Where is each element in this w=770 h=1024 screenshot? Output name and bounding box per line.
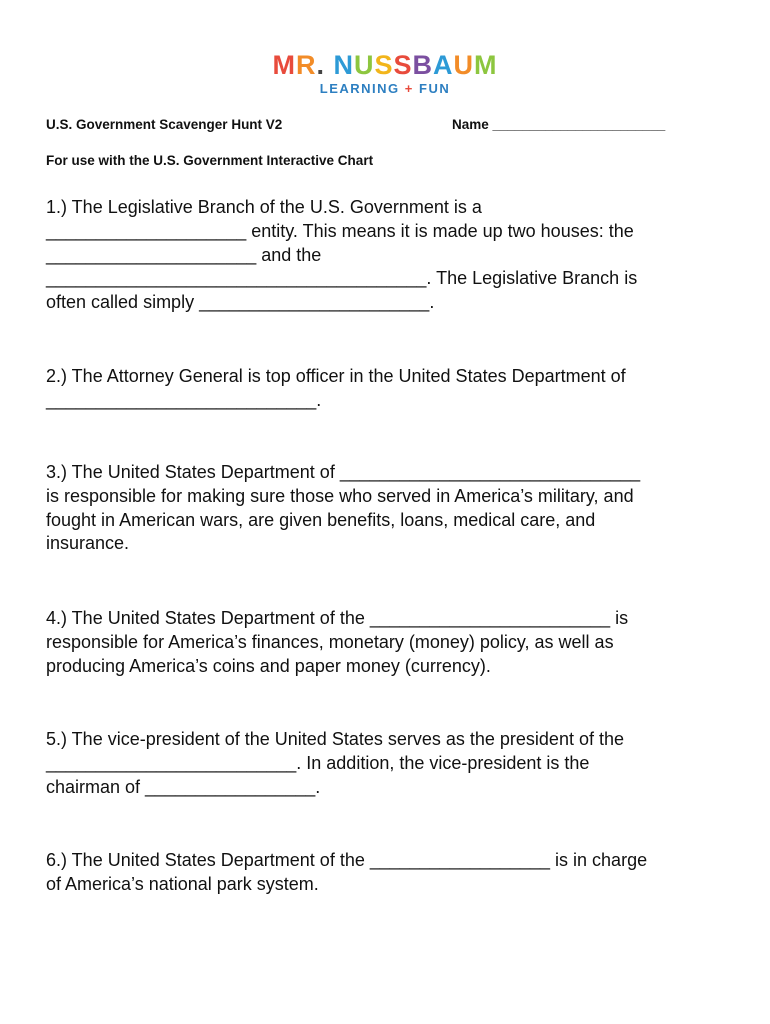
logo-letter: M (474, 50, 498, 80)
worksheet-subtitle: For use with the U.S. Government Interactive Chart (46, 153, 374, 168)
logo-letter: S (374, 50, 394, 80)
logo-letter: M (272, 50, 296, 80)
logo-letter: N (333, 50, 354, 80)
worksheet-title: U.S. Government Scavenger Hunt V2 (46, 117, 283, 132)
question-6: 6.) The United States Department of the __________________ is in charge of America’s national park system. (46, 850, 648, 894)
logo-letter: U (354, 50, 375, 80)
logo-letter: . (316, 50, 325, 80)
question-2: 2.) The Attorney General is top officer in the United States Department of ___________________________. (46, 366, 626, 410)
logo (0, 50, 770, 96)
name-field: Name _______________________ (452, 117, 666, 132)
logo-letter: U (453, 50, 475, 80)
logo-letter: R (295, 50, 317, 80)
logo-letter: A (433, 50, 454, 80)
plus-icon: + (404, 81, 414, 96)
question-4: 4.) The United States Department of the ________________________ is responsible for America’s finances, monetary (money) policy, as well as producing America’s coins and paper money (currency). (46, 608, 629, 676)
question-5: 5.) The vice-president of the United States serves as the president of the _________________________. In addition, the vice-president is the chairman of _________________. (46, 729, 624, 797)
logo-tagline-left: LEARNING (319, 81, 400, 96)
logo-letter: B (412, 50, 434, 80)
question-3: 3.) The United States Department of ______________________________ is responsible for making sure those who served in America’s military, and fought in American wars, are given benefits, loans, medical care, and insurance. (46, 462, 641, 554)
question-1: 1.) The Legislative Branch of the U.S. Government is a ____________________ entity. This means it is made up two houses: the _____________________ and the ______________________________________. The Legislative Branch is often called simply _______________________. (46, 197, 638, 313)
logo-wordmark (0, 50, 770, 80)
logo-tagline (0, 81, 770, 96)
logo-letter: S (393, 50, 413, 80)
logo-tagline-right: FUN (419, 81, 451, 96)
